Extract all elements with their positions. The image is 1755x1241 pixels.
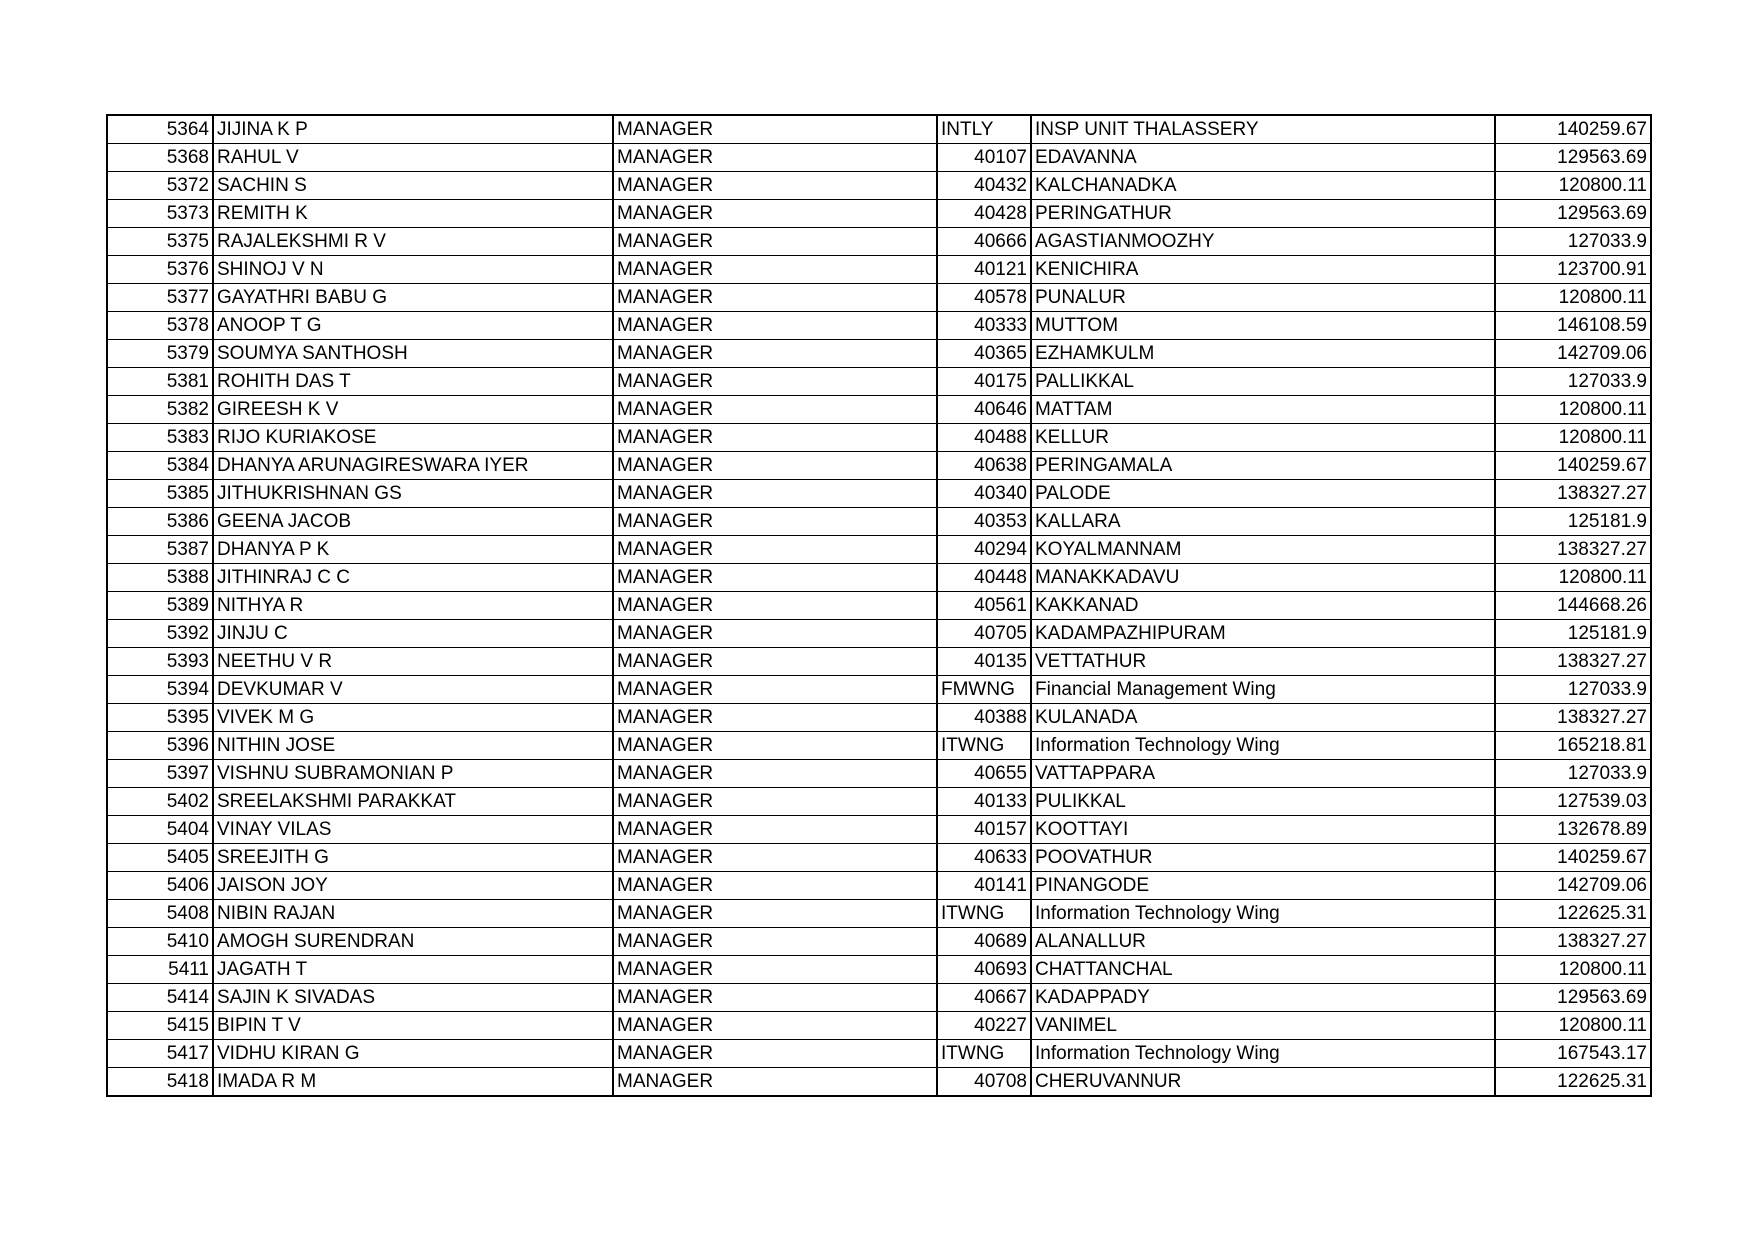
cell-amount: 120800.11 [1495,172,1651,200]
cell-office-name: VETTATHUR [1031,648,1495,676]
cell-designation: MANAGER [613,340,937,368]
cell-office-code: 40578 [937,284,1031,312]
cell-office-code: 40388 [937,704,1031,732]
cell-designation: MANAGER [613,172,937,200]
cell-designation: MANAGER [613,115,937,144]
table-row [107,480,1651,508]
cell-amount: 120800.11 [1495,564,1651,592]
cell-amount: 125181.9 [1495,620,1651,648]
table-row [107,900,1651,928]
cell-office-name: CHERUVANNUR [1031,1068,1495,1097]
cell-designation: MANAGER [613,256,937,284]
cell-amount: 142709.06 [1495,340,1651,368]
cell-employee-name: DEVKUMAR V [213,676,613,704]
cell-office-code: 40121 [937,256,1031,284]
table-body [107,115,1651,1096]
cell-office-name: CHATTANCHAL [1031,956,1495,984]
cell-office-name: PINANGODE [1031,872,1495,900]
cell-office-code: 40633 [937,844,1031,872]
cell-employee-name: ROHITH DAS T [213,368,613,396]
cell-employee-id: 5406 [107,872,213,900]
cell-amount: 138327.27 [1495,536,1651,564]
cell-employee-name: REMITH K [213,200,613,228]
cell-employee-name: VIDHU KIRAN G [213,1040,613,1068]
table-row [107,256,1651,284]
cell-office-name: PERINGAMALA [1031,452,1495,480]
table-row [107,788,1651,816]
cell-employee-name: IMADA R M [213,1068,613,1097]
cell-amount: 127033.9 [1495,676,1651,704]
cell-amount: 144668.26 [1495,592,1651,620]
cell-office-name: VATTAPPARA [1031,760,1495,788]
cell-office-name: MATTAM [1031,396,1495,424]
cell-amount: 127539.03 [1495,788,1651,816]
cell-designation: MANAGER [613,760,937,788]
cell-amount: 138327.27 [1495,928,1651,956]
cell-office-code: 40340 [937,480,1031,508]
table-row [107,620,1651,648]
table-row [107,676,1651,704]
cell-office-name: Information Technology Wing [1031,900,1495,928]
cell-designation: MANAGER [613,1040,937,1068]
table-row [107,648,1651,676]
cell-employee-id: 5408 [107,900,213,928]
cell-office-code: 40708 [937,1068,1031,1097]
cell-amount: 140259.67 [1495,844,1651,872]
cell-employee-name: GAYATHRI BABU G [213,284,613,312]
table-row [107,704,1651,732]
cell-office-code: 40488 [937,424,1031,452]
cell-designation: MANAGER [613,508,937,536]
cell-designation: MANAGER [613,144,937,172]
cell-employee-id: 5389 [107,592,213,620]
cell-employee-name: JINJU C [213,620,613,648]
cell-employee-name: RAJALEKSHMI R V [213,228,613,256]
cell-office-code: 40157 [937,816,1031,844]
cell-employee-id: 5381 [107,368,213,396]
cell-office-code: 40705 [937,620,1031,648]
cell-office-name: POOVATHUR [1031,844,1495,872]
table-row [107,508,1651,536]
cell-employee-id: 5394 [107,676,213,704]
cell-employee-name: SOUMYA SANTHOSH [213,340,613,368]
cell-office-code: 40227 [937,1012,1031,1040]
table-row [107,956,1651,984]
cell-office-name: PALLIKKAL [1031,368,1495,396]
cell-designation: MANAGER [613,592,937,620]
cell-employee-name: NEETHU V R [213,648,613,676]
cell-amount: 129563.69 [1495,984,1651,1012]
cell-amount: 125181.9 [1495,508,1651,536]
cell-office-name: KADAMPAZHIPURAM [1031,620,1495,648]
cell-amount: 127033.9 [1495,368,1651,396]
cell-designation: MANAGER [613,676,937,704]
table-row [107,592,1651,620]
cell-designation: MANAGER [613,536,937,564]
cell-employee-name: GEENA JACOB [213,508,613,536]
cell-amount: 132678.89 [1495,816,1651,844]
cell-office-name: INSP UNIT THALASSERY [1031,115,1495,144]
table-row [107,928,1651,956]
cell-office-code: ITWNG [937,900,1031,928]
cell-employee-id: 5379 [107,340,213,368]
cell-employee-id: 5386 [107,508,213,536]
cell-employee-id: 5383 [107,424,213,452]
cell-designation: MANAGER [613,928,937,956]
cell-designation: MANAGER [613,368,937,396]
cell-amount: 120800.11 [1495,284,1651,312]
cell-office-code: 40294 [937,536,1031,564]
cell-office-code: 40638 [937,452,1031,480]
cell-employee-id: 5410 [107,928,213,956]
cell-office-name: KALLARA [1031,508,1495,536]
table-row [107,732,1651,760]
cell-designation: MANAGER [613,900,937,928]
cell-office-code: 40428 [937,200,1031,228]
table-row [107,872,1651,900]
cell-employee-name: VISHNU SUBRAMONIAN P [213,760,613,788]
cell-office-name: KAKKANAD [1031,592,1495,620]
table-row [107,284,1651,312]
cell-office-name: KOYALMANNAM [1031,536,1495,564]
table-row [107,312,1651,340]
cell-employee-name: JITHINRAJ C C [213,564,613,592]
cell-designation: MANAGER [613,564,937,592]
cell-office-code: 40561 [937,592,1031,620]
table-row [107,816,1651,844]
cell-designation: MANAGER [613,424,937,452]
cell-employee-name: AMOGH SURENDRAN [213,928,613,956]
cell-employee-name: RAHUL V [213,144,613,172]
cell-office-code: ITWNG [937,1040,1031,1068]
cell-office-code: 40646 [937,396,1031,424]
cell-office-code: 40666 [937,228,1031,256]
cell-employee-name: VINAY VILAS [213,816,613,844]
table-row [107,564,1651,592]
cell-designation: MANAGER [613,872,937,900]
cell-office-code: INTLY [937,115,1031,144]
cell-office-code: 40175 [937,368,1031,396]
cell-office-code: 40693 [937,956,1031,984]
table-row [107,396,1651,424]
cell-employee-name: ANOOP T G [213,312,613,340]
table-row [107,200,1651,228]
cell-designation: MANAGER [613,312,937,340]
cell-employee-id: 5405 [107,844,213,872]
cell-office-name: MANAKKADAVU [1031,564,1495,592]
cell-office-name: Financial Management Wing [1031,676,1495,704]
table-row [107,1068,1651,1097]
cell-employee-id: 5376 [107,256,213,284]
cell-office-name: VANIMEL [1031,1012,1495,1040]
cell-amount: 129563.69 [1495,144,1651,172]
cell-office-code: 40107 [937,144,1031,172]
cell-employee-name: JAISON JOY [213,872,613,900]
table-row [107,844,1651,872]
cell-office-name: Information Technology Wing [1031,1040,1495,1068]
cell-employee-name: BIPIN T V [213,1012,613,1040]
cell-employee-name: VIVEK M G [213,704,613,732]
cell-office-code: 40135 [937,648,1031,676]
cell-amount: 167543.17 [1495,1040,1651,1068]
cell-designation: MANAGER [613,228,937,256]
cell-employee-name: GIREESH K V [213,396,613,424]
table-row [107,172,1651,200]
cell-office-code: 40141 [937,872,1031,900]
table-row [107,760,1651,788]
cell-amount: 142709.06 [1495,872,1651,900]
cell-employee-name: JAGATH T [213,956,613,984]
cell-designation: MANAGER [613,844,937,872]
employee-table [106,114,1652,1097]
table-row [107,1040,1651,1068]
cell-employee-name: JIJINA K P [213,115,613,144]
cell-employee-id: 5411 [107,956,213,984]
cell-amount: 127033.9 [1495,228,1651,256]
cell-employee-id: 5396 [107,732,213,760]
cell-employee-name: NIBIN RAJAN [213,900,613,928]
cell-office-name: KADAPPADY [1031,984,1495,1012]
cell-amount: 120800.11 [1495,956,1651,984]
cell-employee-name: NITHYA R [213,592,613,620]
table-row [107,1012,1651,1040]
cell-employee-id: 5385 [107,480,213,508]
cell-office-name: EDAVANNA [1031,144,1495,172]
cell-employee-id: 5397 [107,760,213,788]
cell-office-code: 40365 [937,340,1031,368]
cell-office-code: ITWNG [937,732,1031,760]
cell-employee-name: RIJO KURIAKOSE [213,424,613,452]
table-row [107,984,1651,1012]
cell-office-name: Information Technology Wing [1031,732,1495,760]
cell-designation: MANAGER [613,704,937,732]
cell-amount: 146108.59 [1495,312,1651,340]
cell-employee-id: 5372 [107,172,213,200]
cell-amount: 120800.11 [1495,1012,1651,1040]
cell-designation: MANAGER [613,1012,937,1040]
cell-amount: 140259.67 [1495,452,1651,480]
cell-employee-id: 5417 [107,1040,213,1068]
cell-designation: MANAGER [613,648,937,676]
cell-office-code: 40655 [937,760,1031,788]
cell-employee-name: NITHIN JOSE [213,732,613,760]
table-row [107,536,1651,564]
cell-office-name: EZHAMKULM [1031,340,1495,368]
table-row [107,228,1651,256]
cell-employee-name: SREEJITH G [213,844,613,872]
cell-employee-id: 5377 [107,284,213,312]
cell-employee-id: 5402 [107,788,213,816]
cell-office-name: KENICHIRA [1031,256,1495,284]
cell-amount: 138327.27 [1495,704,1651,732]
cell-amount: 123700.91 [1495,256,1651,284]
cell-employee-id: 5392 [107,620,213,648]
cell-amount: 122625.31 [1495,900,1651,928]
cell-designation: MANAGER [613,788,937,816]
cell-employee-id: 5364 [107,115,213,144]
cell-designation: MANAGER [613,1068,937,1097]
table-row [107,368,1651,396]
cell-employee-name: SHINOJ V N [213,256,613,284]
cell-employee-name: DHANYA P K [213,536,613,564]
cell-amount: 122625.31 [1495,1068,1651,1097]
cell-employee-id: 5382 [107,396,213,424]
cell-office-name: PULIKKAL [1031,788,1495,816]
cell-designation: MANAGER [613,396,937,424]
cell-employee-id: 5395 [107,704,213,732]
cell-office-name: PALODE [1031,480,1495,508]
cell-office-name: KOOTTAYI [1031,816,1495,844]
cell-employee-id: 5415 [107,1012,213,1040]
cell-employee-id: 5418 [107,1068,213,1097]
cell-employee-name: SREELAKSHMI PARAKKAT [213,788,613,816]
cell-designation: MANAGER [613,284,937,312]
cell-employee-id: 5388 [107,564,213,592]
cell-employee-name: DHANYA ARUNAGIRESWARA IYER [213,452,613,480]
cell-employee-id: 5368 [107,144,213,172]
cell-amount: 120800.11 [1495,396,1651,424]
table-row [107,452,1651,480]
cell-employee-name: JITHUKRISHNAN GS [213,480,613,508]
cell-amount: 140259.67 [1495,115,1651,144]
cell-office-code: 40689 [937,928,1031,956]
table-row [107,144,1651,172]
cell-office-name: PERINGATHUR [1031,200,1495,228]
cell-employee-id: 5387 [107,536,213,564]
cell-office-code: 40333 [937,312,1031,340]
cell-employee-id: 5414 [107,984,213,1012]
cell-employee-id: 5378 [107,312,213,340]
cell-office-name: KULANADA [1031,704,1495,732]
cell-office-name: ALANALLUR [1031,928,1495,956]
cell-employee-id: 5375 [107,228,213,256]
cell-office-name: PUNALUR [1031,284,1495,312]
cell-office-code: 40448 [937,564,1031,592]
cell-amount: 138327.27 [1495,480,1651,508]
cell-office-code: 40353 [937,508,1031,536]
cell-office-code: 40432 [937,172,1031,200]
cell-employee-id: 5393 [107,648,213,676]
cell-designation: MANAGER [613,480,937,508]
cell-designation: MANAGER [613,984,937,1012]
cell-office-name: KELLUR [1031,424,1495,452]
cell-employee-name: SAJIN K SIVADAS [213,984,613,1012]
cell-employee-name: SACHIN S [213,172,613,200]
cell-office-name: KALCHANADKA [1031,172,1495,200]
cell-amount: 165218.81 [1495,732,1651,760]
cell-office-code: 40133 [937,788,1031,816]
cell-office-code: FMWNG [937,676,1031,704]
table-row [107,424,1651,452]
cell-amount: 127033.9 [1495,760,1651,788]
table-row [107,115,1651,144]
cell-designation: MANAGER [613,816,937,844]
cell-designation: MANAGER [613,620,937,648]
cell-designation: MANAGER [613,732,937,760]
cell-amount: 129563.69 [1495,200,1651,228]
cell-employee-id: 5373 [107,200,213,228]
cell-designation: MANAGER [613,452,937,480]
cell-employee-id: 5404 [107,816,213,844]
cell-amount: 120800.11 [1495,424,1651,452]
cell-employee-id: 5384 [107,452,213,480]
cell-office-name: MUTTOM [1031,312,1495,340]
cell-office-name: AGASTIANMOOZHY [1031,228,1495,256]
cell-designation: MANAGER [613,956,937,984]
table-row [107,340,1651,368]
cell-designation: MANAGER [613,200,937,228]
cell-office-code: 40667 [937,984,1031,1012]
cell-amount: 138327.27 [1495,648,1651,676]
